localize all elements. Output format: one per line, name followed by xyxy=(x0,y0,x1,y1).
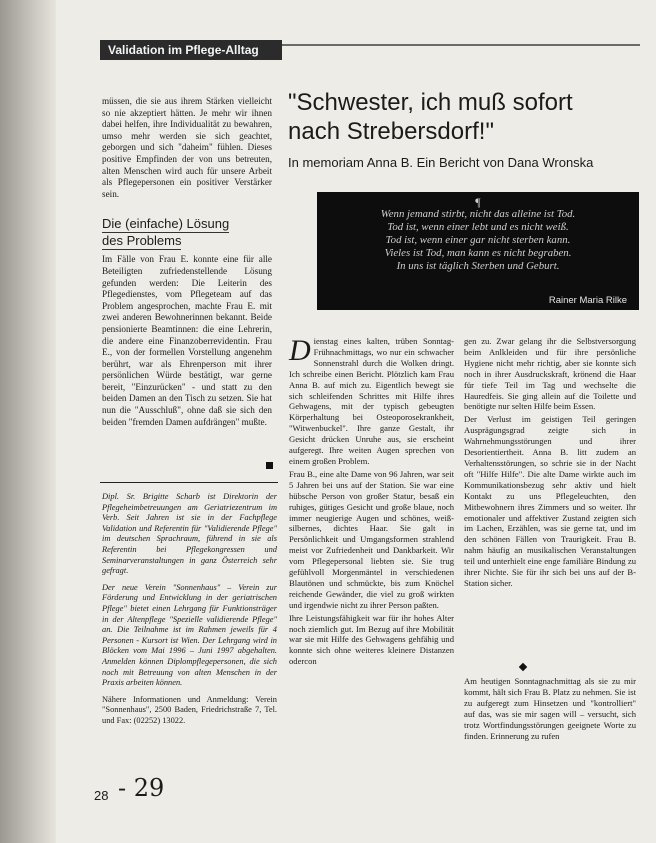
article-column-1 xyxy=(289,336,454,669)
quote-mark: ¶ xyxy=(475,195,481,209)
article-title-line1: "Schwester, ich muß sofort xyxy=(288,89,573,116)
solution-heading-line2: des Problems xyxy=(102,233,182,249)
quote-line-4: Vieles ist Tod, man kann es nicht begraben. xyxy=(384,247,572,259)
quote-box xyxy=(317,192,639,310)
end-square-icon xyxy=(266,462,273,469)
quote-line-1: Wenn jemand stirbt, nicht das alleine ist Tod. xyxy=(380,208,576,220)
quote-author: Rainer Maria Rilke xyxy=(548,295,627,306)
article-column-2-lower xyxy=(464,676,636,743)
bio-paragraph-2: Der neue Verein "Sonnenhaus" – Verein zur Förderung und Entwicklung in der geriatrischen Pflege" bietet einen Lehrgang für Funktionsträger in der Altenpflege "Spezielle validierende Pflege" an. Die Teilnahme ist im Rahmen jeweils für 4 Personen - Kursort ist Wien. Der Lehrgang wird in Blöcken vom Mai 1996 – Juni 1997 abgehalten. Anmelden können Diplompflegepersonen, die sich noch mit Betreuung von alten Menschen in der Praxis arbeiten können. xyxy=(102,582,277,688)
article-paragraph-6: Am heutigen Sonntagnachmittag als sie zu mir kommt, hält sich Frau B. Platz zu nehmen. Sie ist zu aufgeregt zum Hinsetzen und "kontrolliert" auf das, was sie mir sagen will – versucht, sich trotz Wortfindungsstörungen geeignete Worte zu finden. Erinnerung zu rufen xyxy=(464,676,636,741)
article-paragraph-5: Der Verlust im geistigen Teil geringen Ausprägungsgrad zeigte sich in Wahrnehmungsstörungen und ihrer Desorientiertheit. Anna B. litt zudem an Verhaltensstörungen, so schrie sie in der Nacht oft "Hilfe Hilfe". Die alte Dame wirkte auch im Kommunikationsbezug sehr aktiv und hielt Kontakt zu uns Pflegeleuchten, den Mitbewohnern ihres Zimmers und so weiter. Ihr emotionaler und affektiver Zustand zeigten sich im Lachen, Erzählen, was sie gerne tat, und im den schönen Fällen von Traurigkeit. Frau B. nahm häufig an musikalischen Veranstaltungen teil und unterhielt eine enge familiäre Bindung zu ihrer Nichte. Sie für ihr sich bei uns auf der B-Station sicher. xyxy=(464,414,636,588)
quote-line-3: Tod ist, wenn einer gar nicht sterben kann. xyxy=(385,234,571,246)
bio-separator xyxy=(100,482,278,483)
handwritten-note: - 29 xyxy=(118,774,165,802)
intro-paragraph: müssen, die sie aus ihrem Stärken vielleicht so nie akzeptiert hätten. Je mehr wir ihnen dabei helfen, ihre Individualität zu bewahren, umso mehr werden sie sich geachtet, geborgen und sich "daheim" fühlen. Dieses positive Empfinden der von uns betreuten, alten Menschen wird auch für unsere Arbeit als Pflegepersonen ein positiver Verstärker sein. xyxy=(102,96,272,199)
quote-text xyxy=(317,208,639,273)
article-title-line2: nach Strebersdorf!" xyxy=(288,118,494,145)
left-column xyxy=(102,96,272,430)
quote-line-2: Tod ist, wenn einer lebt und es nicht weiß. xyxy=(387,221,569,233)
article-title xyxy=(288,88,638,146)
solution-heading xyxy=(102,216,272,250)
bio-contact: Nähere Informationen und Anmeldung: Verein "Sonnenhaus", 2500 Baden, Friedrichstraße 7, Tel. und Fax: (02252) 13022. xyxy=(102,694,277,725)
solution-heading-line1: Die (einfache) Lösung xyxy=(102,216,230,232)
article-paragraph-2: Frau B., eine alte Dame von 96 Jahren, war seit 5 Jahren bei uns auf der Station. Sie war eine hübsche Person von großer Statur, besaß ein ruhiges, gütiges Gesicht und große blaue, noch immer neugierige Augen und schönes, weiß-silbernes, dichtes Haar. Sie galt in Persönlichkeit und Umgangsformen strahlend meist vor Zufriedenheit und Dankbarkeit. Wir vom Pflegepersonal liebten sie. Sie trug gefühlvoll Morgenmäntel in verschiedenen Blautönen und schmückte, bis zum Knöchel reichende Gewänder, die viel zu groß wirkten und irgendwie nicht zu ihrer Person paßten. xyxy=(289,468,454,610)
page-number: 28 xyxy=(94,788,109,803)
drop-cap: D xyxy=(289,334,311,367)
quote-line-5: In uns ist täglich Sterben und Geburt. xyxy=(396,260,560,272)
binding-edge xyxy=(0,0,56,843)
article-subtitle: In memoriam Anna B. Ein Bericht von Dana Wronska xyxy=(288,155,594,170)
author-bio xyxy=(102,492,277,732)
section-header: Validation im Pflege-Alltag xyxy=(100,40,282,60)
article-paragraph-3: Ihre Leistungsfähigkeit war für ihr hohes Alter noch ziemlich gut. Im Bezug auf ihre Mobilität war sie mit Hilfe des Gehwagens gehfähig und konnte sich ohne weiteres kleinere Distanzen odercon xyxy=(289,612,454,667)
article-paragraph-4: gen zu. Zwar gelang ihr die Selbstversorgung beim Anlkleiden und für ihre persönliche Hygiene nicht mehr richtig, aber sie konnte sich noch in ihrer Ausdruckskraft, krönend die Haar für tiefe Teil im Tag und wechselte die Hauredfeis. Sie ging allein auf die Toilette und benötigte nur selten Hilfe beim Essen. xyxy=(464,336,636,412)
article-paragraph-1-text: ienstag eines kalten, trüben Sonntag-Frühnachmittags, wo nur ein schwacher Sonnenstrahl durch die Wolken dringt. Ich schreibe einen Bericht. Plötzlich kam Frau Anna B. auf mich zu. Eigentlich bewegt sie sich schleifenden Schrittes mit Hilfe ihres Gehwagens, mit der typisch gebeugten Körperhaltung bei Osteoporosekrankheit, "Witwenbuckel". Ihre ganze Gestalt, ihr Gesicht drücken Unruhe aus, sie erscheint aufgeregt. Ihre weiten Augen sprechen von einem großen Problem. xyxy=(289,336,454,466)
article-paragraph-1 xyxy=(289,336,454,467)
solution-paragraph: Im Fälle von Frau E. konnte eine für alle Beteiligten zufriedenstellende Lösung gefunden werden: Die Leiterin des Pflegedienstes, vom Pflegeteam auf das Problem angesprochen, machte Frau E. mit zwei anderen Bewohnerinnen bekannt. Beide pensionierte Beamtinnen: die eine Lehrerin, die andere eine Finanzoberrevidentin. Frau E., von der formellen Vorstellung angenehm berührt, war als Ehrenperson mit ihrer persönlichen Würde bestätigt, war gerne bereit, "Einzurücken" - und statt zu den beiden Damen an den Tisch zu setzen. Sie hat nun die "Ausschluß", ohne daß sie sich den beiden "fremden Damen aufdrängen" mußte. xyxy=(102,254,272,427)
article-column-2 xyxy=(464,336,636,591)
bio-paragraph-1: Dipl. Sr. Brigitte Scharb ist Direktorin der Pflegeheimbetreuungen am Geriatriezentrum im Verb. Seit Jahren ist sie in der Fachpflege Validation und Referentin für "Validierende Pflege" im deutschen Sprachraum, führend in sie als Referentin bei Pflegekongressen und Seminarveranstaltungen in ganz Österreich sehr gefragt. xyxy=(102,492,277,576)
